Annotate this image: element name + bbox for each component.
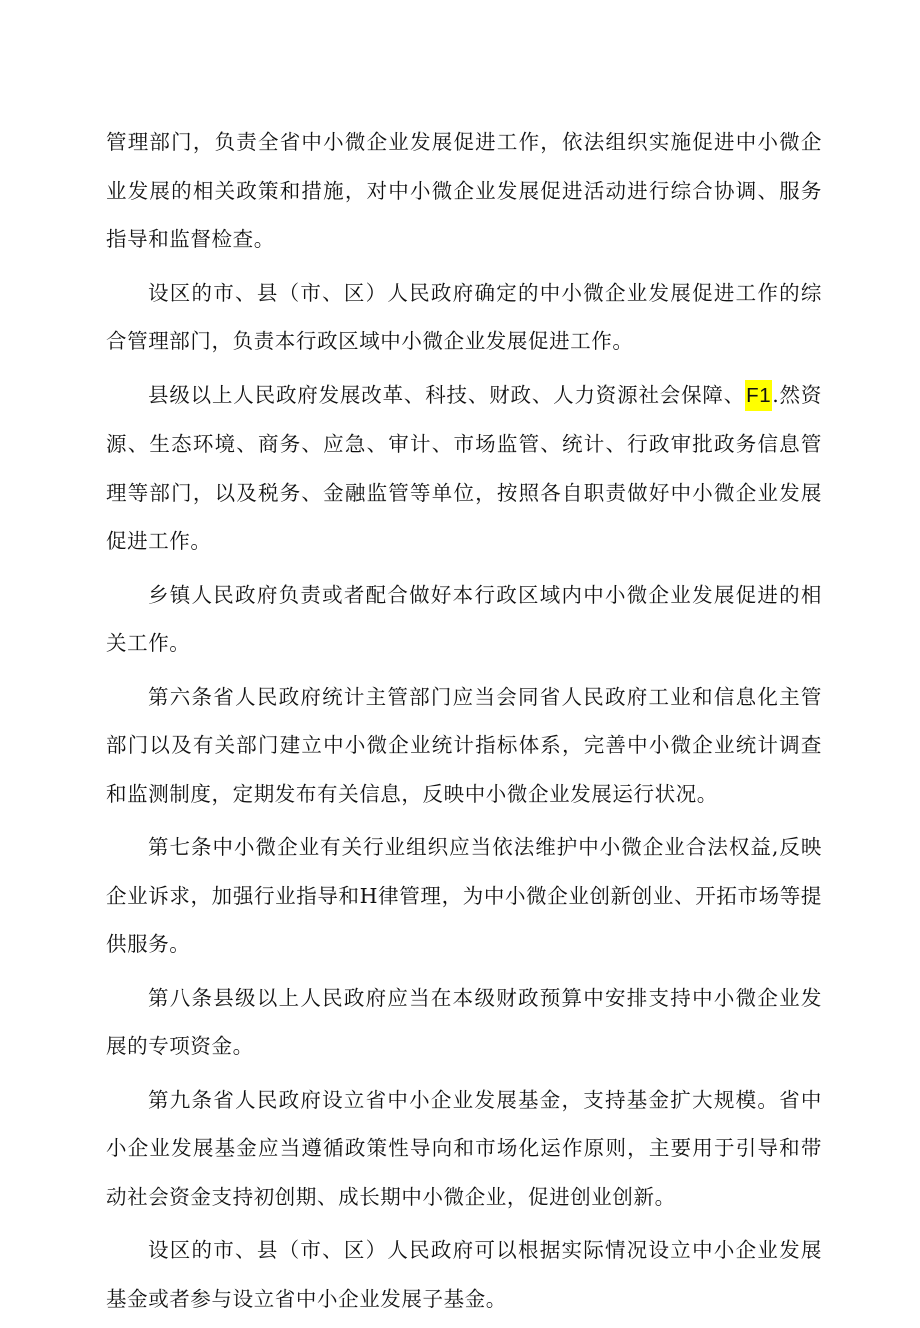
paragraph-3-after: .然资源、生态环境、商务、应急、审计、市场监管、统计、行政审批政务信息管理等部门，以及税务、金融监管等单位，按照各自职责做好中小微企业发展促进工作。 [106, 382, 822, 553]
paragraph-1: 管理部门，负责全省中小微企业发展促进工作，依法组织实施促进中小微企业发展的相关政策和措施，对中小微企业发展促进活动进行综合协调、服务指导和监督检查。 [106, 130, 822, 251]
paragraph-7: 第八条县级以上人民政府应当在本级财政预算中安排支持中小微企业发展的专项资金。 [106, 985, 822, 1058]
paragraph-5: 第六条省人民政府统计主管部门应当会同省人民政府工业和信息化主管部门以及有关部门建立中小微企业统计指标体系，完善中小微企业统计调查和监测制度，定期发布有关信息，反映中小微企业发展运行状况。 [106, 684, 822, 806]
paragraph-2: 设区的市、县（市、区）人民政府确定的中小微企业发展促进工作的综合管理部门，负责本行政区域中小微企业发展促进工作。 [106, 280, 822, 353]
paragraph-6: 第七条中小微企业有关行业组织应当依法维护中小微企业合法权益,反映企业诉求，加强行业指导和H律管理，为中小微企业创新创业、开拓市场等提供服务。 [106, 835, 822, 956]
highlighted-text: F1 [745, 380, 772, 411]
paragraph-9: 设区的市、县（市、区）人民政府可以根据实际情况设立中小企业发展基金或者参与设立省中小企业发展子基金。 [106, 1238, 822, 1311]
paragraph-3 [106, 371, 822, 566]
document-body [106, 118, 822, 1328]
paragraph-8: 第九条省人民政府设立省中小企业发展基金，支持基金扩大规模。省中小企业发展基金应当遵循政策性导向和市场化运作原则，主要用于引导和带动社会资金支持初创期、成长期中小微企业，促进创业创新。 [106, 1087, 822, 1209]
paragraph-3-before: 县级以上人民政府发展改革、科技、财政、人力资源社会保障、 [148, 382, 746, 407]
paragraph-4: 乡镇人民政府负责或者配合做好本行政区域内中小微企业发展促进的相关工作。 [106, 582, 822, 655]
